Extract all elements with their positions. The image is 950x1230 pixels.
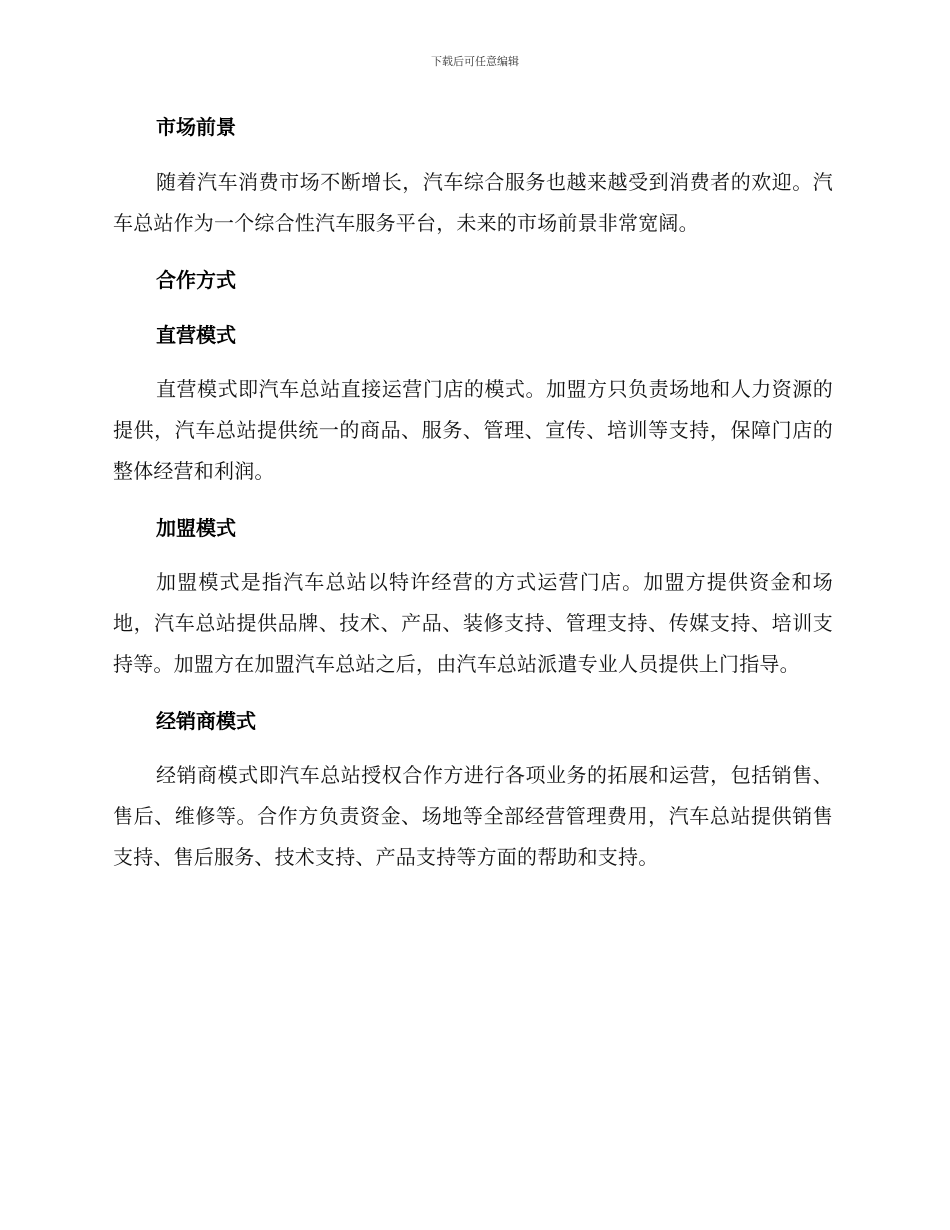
paragraph-dealer: 经销商模式即汽车总站授权合作方进行各项业务的拓展和运营，包括销售、售后、维修等。合作方负责资金、场地等全部经营管理费用，汽车总站提供销售支持、售后服务、技术支持、产品支持等方面的帮助和支持。 xyxy=(113,763,833,869)
heading-market-outlook: 市场前景 xyxy=(156,115,236,139)
heading-cooperation-methods: 合作方式 xyxy=(156,268,236,292)
heading-direct-operation: 直营模式 xyxy=(156,323,236,347)
paragraph-market-outlook: 随着汽车消费市场不断增长，汽车综合服务也越来越受到消费者的欢迎。汽车总站作为一个综合性汽车服务平台，未来的市场前景非常宽阔。 xyxy=(113,170,833,235)
heading-franchise: 加盟模式 xyxy=(156,516,236,540)
paragraph-franchise: 加盟模式是指汽车总站以特许经营的方式运营门店。加盟方提供资金和场地，汽车总站提供品牌、技术、产品、装修支持、管理支持、传媒支持、培训支持等。加盟方在加盟汽车总站之后，由汽车总站派遣专业人员提供上门指导。 xyxy=(113,570,833,676)
paragraph-direct-operation: 直营模式即汽车总站直接运营门店的模式。加盟方只负责场地和人力资源的提供，汽车总站提供统一的商品、服务、管理、宣传、培训等支持，保障门店的整体经营和利润。 xyxy=(113,377,833,483)
heading-dealer: 经销商模式 xyxy=(156,709,256,733)
page-header-note: 下载后可任意编辑 xyxy=(431,55,519,68)
document-body xyxy=(113,110,833,878)
